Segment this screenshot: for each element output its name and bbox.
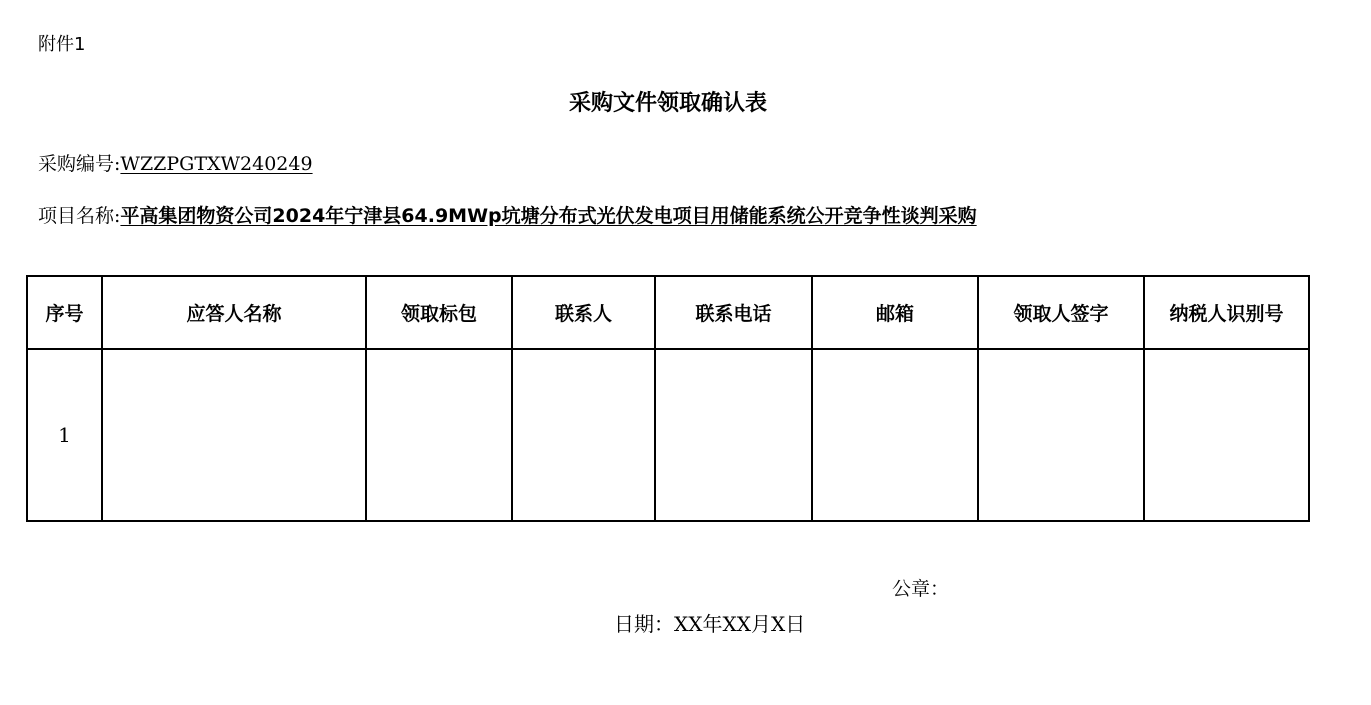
column-header-contact: 联系人 — [512, 276, 655, 349]
cell-package — [366, 349, 512, 521]
table-row — [27, 349, 1309, 521]
procurement-number-label: 采购编号 — [38, 153, 115, 175]
column-header-signature: 领取人签字 — [978, 276, 1144, 349]
column-header-respondent-name: 应答人名称 — [102, 276, 366, 349]
procurement-number-separator: : — [114, 153, 121, 175]
date-label: 日期：XX年XX月X日 — [614, 612, 806, 636]
project-name-line — [38, 201, 977, 228]
attachment-label: 附件1 — [38, 34, 86, 55]
cell-phone — [655, 349, 812, 521]
cell-signature — [978, 349, 1144, 521]
column-header-phone: 联系电话 — [655, 276, 812, 349]
project-name-separator: : — [114, 205, 121, 227]
document-title: 采购文件领取确认表 — [568, 91, 767, 116]
procurement-number-line — [38, 149, 313, 176]
table-header-row — [27, 276, 1309, 349]
cell-contact — [512, 349, 655, 521]
cell-email — [812, 349, 978, 521]
project-name-value: 平高集团物资公司2024年宁津县64.9MWp坑塘分布式光伏发电项目用储能系统公开竞争性谈判采购 — [120, 205, 977, 227]
column-header-email: 邮箱 — [812, 276, 978, 349]
column-header-package: 领取标包 — [366, 276, 512, 349]
cell-respondent-name — [102, 349, 366, 521]
cell-taxpayer-id — [1144, 349, 1309, 521]
cell-index: 1 — [27, 349, 102, 521]
project-name-label: 项目名称 — [38, 205, 115, 227]
seal-label: 公章： — [892, 578, 950, 600]
confirmation-table — [26, 275, 1310, 522]
column-header-index: 序号 — [27, 276, 102, 349]
procurement-number-value: WZZPGTXW240249 — [120, 153, 313, 175]
column-header-taxpayer-id: 纳税人识别号 — [1144, 276, 1309, 349]
